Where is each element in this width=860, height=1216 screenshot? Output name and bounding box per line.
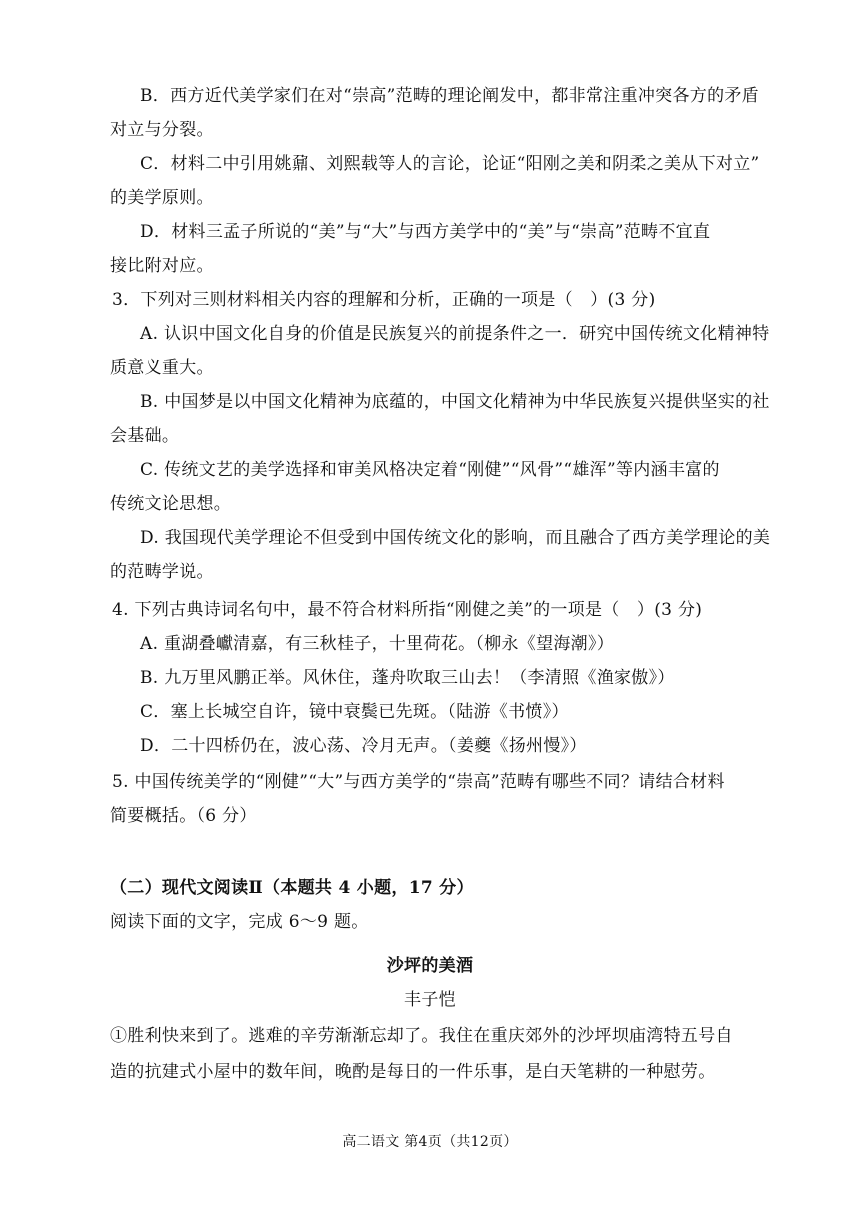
question-3: 3．下列对三则材料相关内容的理解和分析，正确的一项是（ ）(3 分) bbox=[112, 290, 656, 310]
article-author: 丰子恺 bbox=[404, 990, 456, 1010]
page-footer: 高二语文 第4页（共12页） bbox=[342, 1134, 518, 1150]
option-c-line-1: C．材料二中引用姚鼐、刘熙载等人的言论，论证“阳刚之美和阴柔之美从下对立” bbox=[140, 154, 760, 174]
q3-option-a-line-1: A. 认识中国文化自身的价值是民族复兴的前提条件之一．研究中国传统文化精神特 bbox=[140, 324, 770, 344]
option-b-line-1: B．西方近代美学家们在对“崇高”范畴的理论阐发中，都非常注重冲突各方的矛盾 bbox=[140, 86, 759, 106]
q3-option-d-line-2: 的范畴学说。 bbox=[110, 562, 214, 582]
paragraph-1-line-1: ①胜利快来到了。逃难的辛劳渐渐忘却了。我住在重庆郊外的沙坪坝庙湾特五号自 bbox=[110, 1026, 733, 1046]
q3-option-c-line-2: 传统文论思想。 bbox=[110, 494, 232, 514]
question-5-line-2: 简要概括。（6 分） bbox=[110, 806, 257, 826]
option-d-line-1: D．材料三孟子所说的“美”与“大”与西方美学中的“美”与“崇高”范畴不宜直 bbox=[140, 222, 711, 242]
q4-option-b: B. 九万里风鹏正举。风休住，蓬舟吹取三山去！（李清照《渔家傲》） bbox=[140, 668, 675, 688]
q3-option-c-line-1: C. 传统文艺的美学选择和审美风格决定着“刚健”“风骨”“雄浑”等内涵丰富的 bbox=[140, 460, 720, 480]
section-heading: （二）现代文阅读Ⅱ（本题共 4 小题，17 分） bbox=[110, 878, 474, 898]
q3-option-b-line-1: B. 中国梦是以中国文化精神为底蕴的，中国文化精神为中华民族复兴提供坚实的社 bbox=[140, 392, 770, 412]
q4-option-c: C．塞上长城空自许，镜中衰鬓已先斑。（陆游《书愤》） bbox=[140, 702, 569, 722]
q3-option-b-line-2: 会基础。 bbox=[110, 426, 180, 446]
question-4: 4. 下列古典诗词名句中，最不符合材料所指“刚健之美”的一项是（ ）(3 分) bbox=[112, 600, 703, 620]
question-5-line-1: 5. 中国传统美学的“刚健”“大”与西方美学的“崇高”范畴有哪些不同？请结合材料 bbox=[112, 772, 725, 792]
q4-option-a: A. 重湖叠巘清嘉，有三秋桂子，十里荷花。（柳永《望海潮》） bbox=[140, 634, 615, 654]
article-title: 沙坪的美酒 bbox=[386, 956, 474, 976]
option-c-line-2: 的美学原则。 bbox=[110, 188, 214, 208]
q3-option-d-line-1: D. 我国现代美学理论不但受到中国传统文化的影响，而且融合了西方美学理论的美 bbox=[140, 528, 771, 548]
paragraph-1-line-2: 造的抗建式小屋中的数年间，晚酌是每日的一件乐事，是白天笔耕的一种慰劳。 bbox=[110, 1062, 716, 1082]
option-d-line-2: 接比附对应。 bbox=[110, 256, 214, 276]
q4-option-d: D．二十四桥仍在，波心荡、冷月无声。（姜夔《扬州慢》） bbox=[140, 736, 587, 756]
option-b-line-2: 对立与分裂。 bbox=[110, 120, 214, 140]
reading-instruction: 阅读下面的文字，完成 6～9 题。 bbox=[110, 912, 369, 932]
q3-option-a-line-2: 质意义重大。 bbox=[110, 358, 214, 378]
